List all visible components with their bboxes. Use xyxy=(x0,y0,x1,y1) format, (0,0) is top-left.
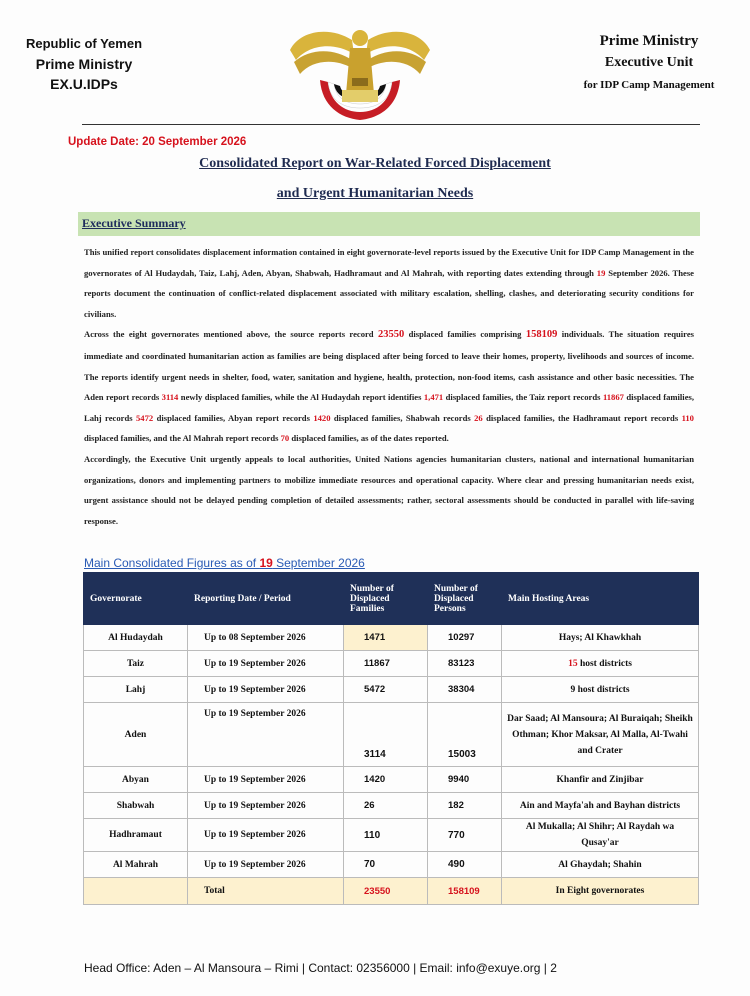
table-row: Abyan Up to 19 September 2026 1420 9940 Khanfir and Zinjibar xyxy=(84,767,699,793)
unit-title: Executive Unit xyxy=(604,55,694,70)
report-title-line2: and Urgent Humanitarian Needs xyxy=(276,186,474,201)
col-reporting-date: Reporting Date / Period xyxy=(188,573,344,625)
yemen-eagle-emblem xyxy=(280,20,440,124)
header-left xyxy=(14,34,154,94)
unit-subtitle: for IDP Camp Management xyxy=(583,79,715,91)
table-row: Al Mahrah Up to 19 September 2026 70 490 Al Ghaydah; Shahin xyxy=(84,852,699,878)
table-row: Lahj Up to 19 September 2026 5472 38304 9 host districts xyxy=(84,677,699,703)
unit-abbrev: EX.U.IDPs xyxy=(50,76,118,92)
executive-summary-body xyxy=(84,242,694,531)
table-row: Shabwah Up to 19 September 2026 26 182 Ain and Mayfa'ah and Bayhan districts xyxy=(84,793,699,819)
summary-paragraph-3: Accordingly, the Executive Unit urgently appeals to local authorities, United Nations agencies humanitarian clusters, national and international humanitarian organizations, donors and implementing partners to mobilize immediate resources and operational capacity. Where clear and pressing humanitarian needs exist, urgent assistance should not be delayed pending completion of detailed assessments; rather, sectoral assessments should be conducted in parallel with life-saving response. xyxy=(84,453,694,526)
executive-summary-heading: Executive Summary xyxy=(82,216,186,230)
table-header-row xyxy=(84,573,699,625)
page-footer: Head Office: Aden – Al Mansoura – Rimi | Contact: 02356000 | Email: info@exuye.org | 2 xyxy=(84,961,557,975)
header-right xyxy=(558,30,740,96)
table-row: Al Hudaydah Up to 08 September 2026 1471 10297 Hays; Al Khawkhah xyxy=(84,625,699,651)
col-families: Number of Displaced Families xyxy=(344,573,428,625)
table-total-row: Total 23550 158109 In Eight governorates xyxy=(84,878,699,905)
col-persons: Number of Displaced Persons xyxy=(428,573,502,625)
col-governorate: Governorate xyxy=(84,573,188,625)
table-row: Hadhramaut Up to 19 September 2026 110 770 Al Mukalla; Al Shihr; Al Raydah wa Qusay'ar xyxy=(84,819,699,852)
figures-table xyxy=(83,572,699,905)
col-hosting-areas: Main Hosting Areas xyxy=(502,573,699,625)
update-date: Update Date: 20 September 2026 xyxy=(68,136,247,148)
ministry-name: Prime Ministry xyxy=(35,56,133,72)
report-title-line1: Consolidated Report on War-Related Forced Displacement xyxy=(199,156,551,171)
ministry-title: Prime Ministry xyxy=(599,33,699,49)
summary-paragraph-2: Across the eight governorates mentioned above, the source reports record 23550 displaced families comprising 158109 individuals. The situation requires immediate and coordinated humanitarian action as families are being displaced after being forced to leave their homes, property, livelihoods and sources of income. The reports identify urgent needs in shelter, food, water, sanitation and hygiene, health, protection, non-food items, cash assistance and other basic necessities. The Aden report records 3114 newly displaced families, while the Al Hudaydah report identifies 1,471 displaced families, the Taiz report records 11867 displaced families, Lahj records 5472 displaced families, Abyan report records 1420 displaced families, Shabwah records 26 displaced families, the Hadhramaut report records 110 displaced families, and the Al Mahrah report records 70 displaced families, as of the dates reported. xyxy=(84,329,694,444)
header-divider xyxy=(82,124,700,125)
country-name: Republic of Yemen xyxy=(25,36,143,51)
figures-title: Main Consolidated Figures as of 19 September 2026 xyxy=(84,556,365,570)
summary-paragraph-1: This unified report consolidates displacement information contained in eight governorate-level reports issued by the Executive Unit for IDP Camp Management in the governorates of Al Hudaydah, Taiz, Lahj, Aden, Abyan, Shabwah, Hadhramaut and Al Mahrah, with reporting dates extending through 19 September 2026. These reports document the continuation of conflict-related displacement associated with military escalation, shelling, clashes, and deteriorating security conditions for civilians. xyxy=(84,247,694,319)
executive-summary-bar xyxy=(78,212,700,236)
table-row: Aden Up to 19 September 2026 3114 15003 Dar Saad; Al Mansoura; Al Buraiqah; Sheikh Othman; Khor Maksar, Al Malla, Al-Twahi and Crater xyxy=(84,703,699,767)
table-row: Taiz Up to 19 September 2026 11867 83123 15 host districts xyxy=(84,651,699,677)
